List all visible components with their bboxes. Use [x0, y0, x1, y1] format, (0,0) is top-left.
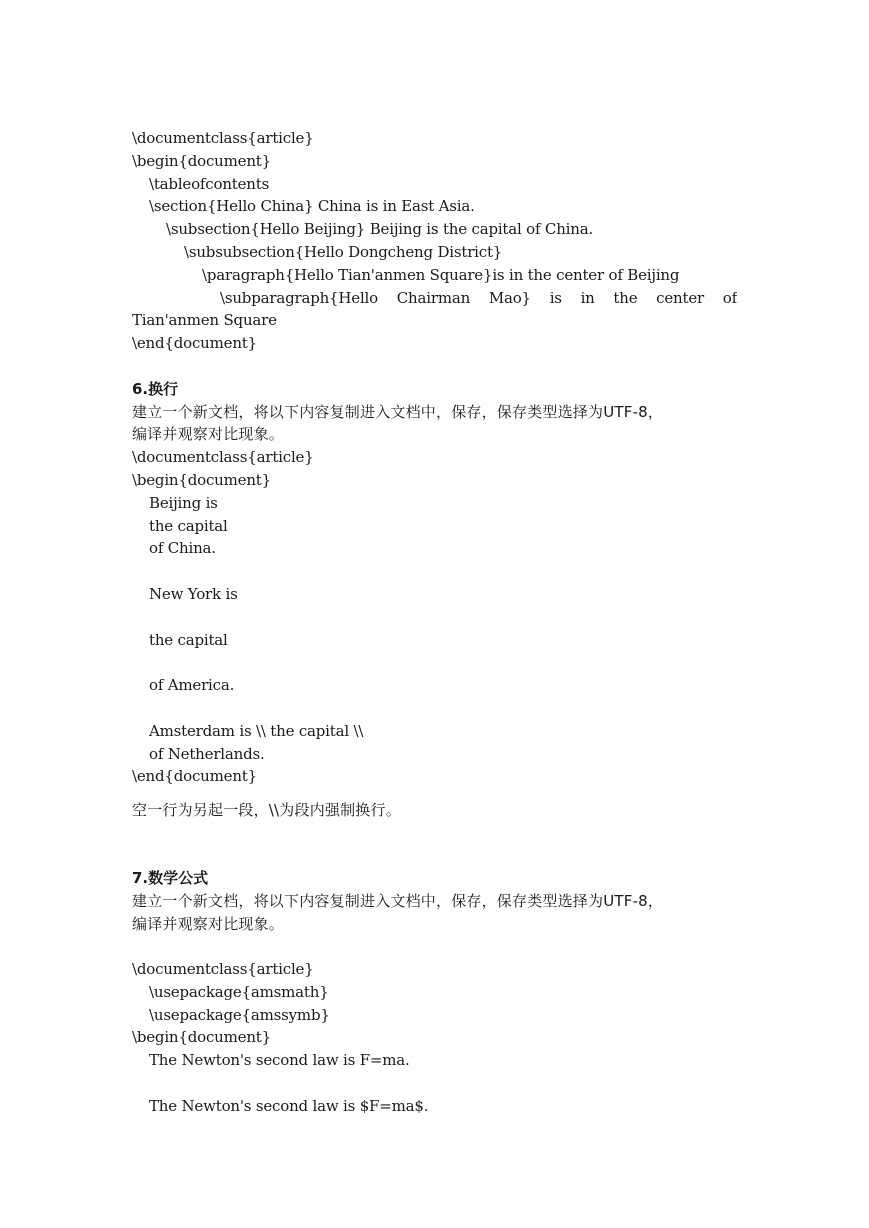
section-intro: 建立一个新文档，将以下内容复制进入文档中，保存，保存类型选择为UTF-8， — [132, 891, 664, 910]
section-line-break — [132, 378, 737, 822]
code-line: of China. — [149, 539, 216, 558]
code-word: Mao} — [488, 288, 531, 307]
code-line: \documentclass{article} — [132, 448, 314, 467]
section-intro: 建立一个新文档，将以下内容复制进入文档中，保存，保存类型选择为UTF-8， — [132, 402, 664, 421]
section-heading: 6.换行 — [132, 379, 179, 398]
code-line: \begin{document} — [132, 470, 271, 489]
code-line: of America. — [149, 676, 235, 695]
code-line: The Newton's second law is $F=ma$. — [149, 1096, 429, 1115]
code-word: the — [613, 288, 638, 307]
code-line-justified — [132, 287, 737, 310]
document-page — [132, 127, 737, 1118]
code-line: Amsterdam is \\ the capital \\ — [149, 721, 364, 740]
code-line: \section{Hello China} China is in East Asia. — [149, 197, 475, 216]
code-line: \subsection{Hello Beijing} Beijing is the capital of China. — [166, 220, 594, 239]
code-line: Tian'anmen Square — [132, 311, 277, 330]
section-math-formula — [132, 867, 737, 1118]
code-line: \tableofcontents — [149, 174, 270, 193]
code-line: \paragraph{Hello Tian'anmen Square}is in the center of Beijing — [202, 265, 680, 284]
code-line: \documentclass{article} — [132, 960, 314, 979]
code-line: \begin{document} — [132, 151, 271, 170]
code-line: \usepackage{amssymb} — [149, 1005, 330, 1024]
code-line: \documentclass{article} — [132, 129, 314, 147]
code-line: \usepackage{amsmath} — [149, 982, 329, 1001]
section-heading: 7.数学公式 — [132, 868, 209, 887]
code-word: \subparagraph{Hello — [220, 288, 378, 307]
code-line: Beijing is — [149, 493, 218, 512]
code-line: \subsubsection{Hello Dongcheng District} — [184, 242, 503, 261]
code-word: of — [722, 288, 737, 307]
code-line: \begin{document} — [132, 1028, 271, 1047]
code-line: The Newton's second law is F=ma. — [149, 1051, 410, 1070]
code-word: center — [656, 288, 704, 307]
code-line: \end{document} — [132, 767, 257, 786]
section-note: 空一行为另起一段，\\为段内强制换行。 — [132, 801, 401, 820]
code-line: New York is — [149, 584, 238, 603]
section-intro: 编译并观察对比现象。 — [132, 425, 285, 444]
code-word: is — [549, 288, 562, 307]
code-line: \end{document} — [132, 334, 257, 353]
code-line: of Netherlands. — [149, 744, 265, 763]
code-word: Chairman — [396, 288, 471, 307]
code-block-sectioning — [132, 127, 737, 355]
code-word: in — [580, 288, 595, 307]
code-line: the capital — [149, 630, 228, 649]
section-intro: 编译并观察对比现象。 — [132, 914, 285, 933]
code-line: the capital — [149, 516, 228, 535]
